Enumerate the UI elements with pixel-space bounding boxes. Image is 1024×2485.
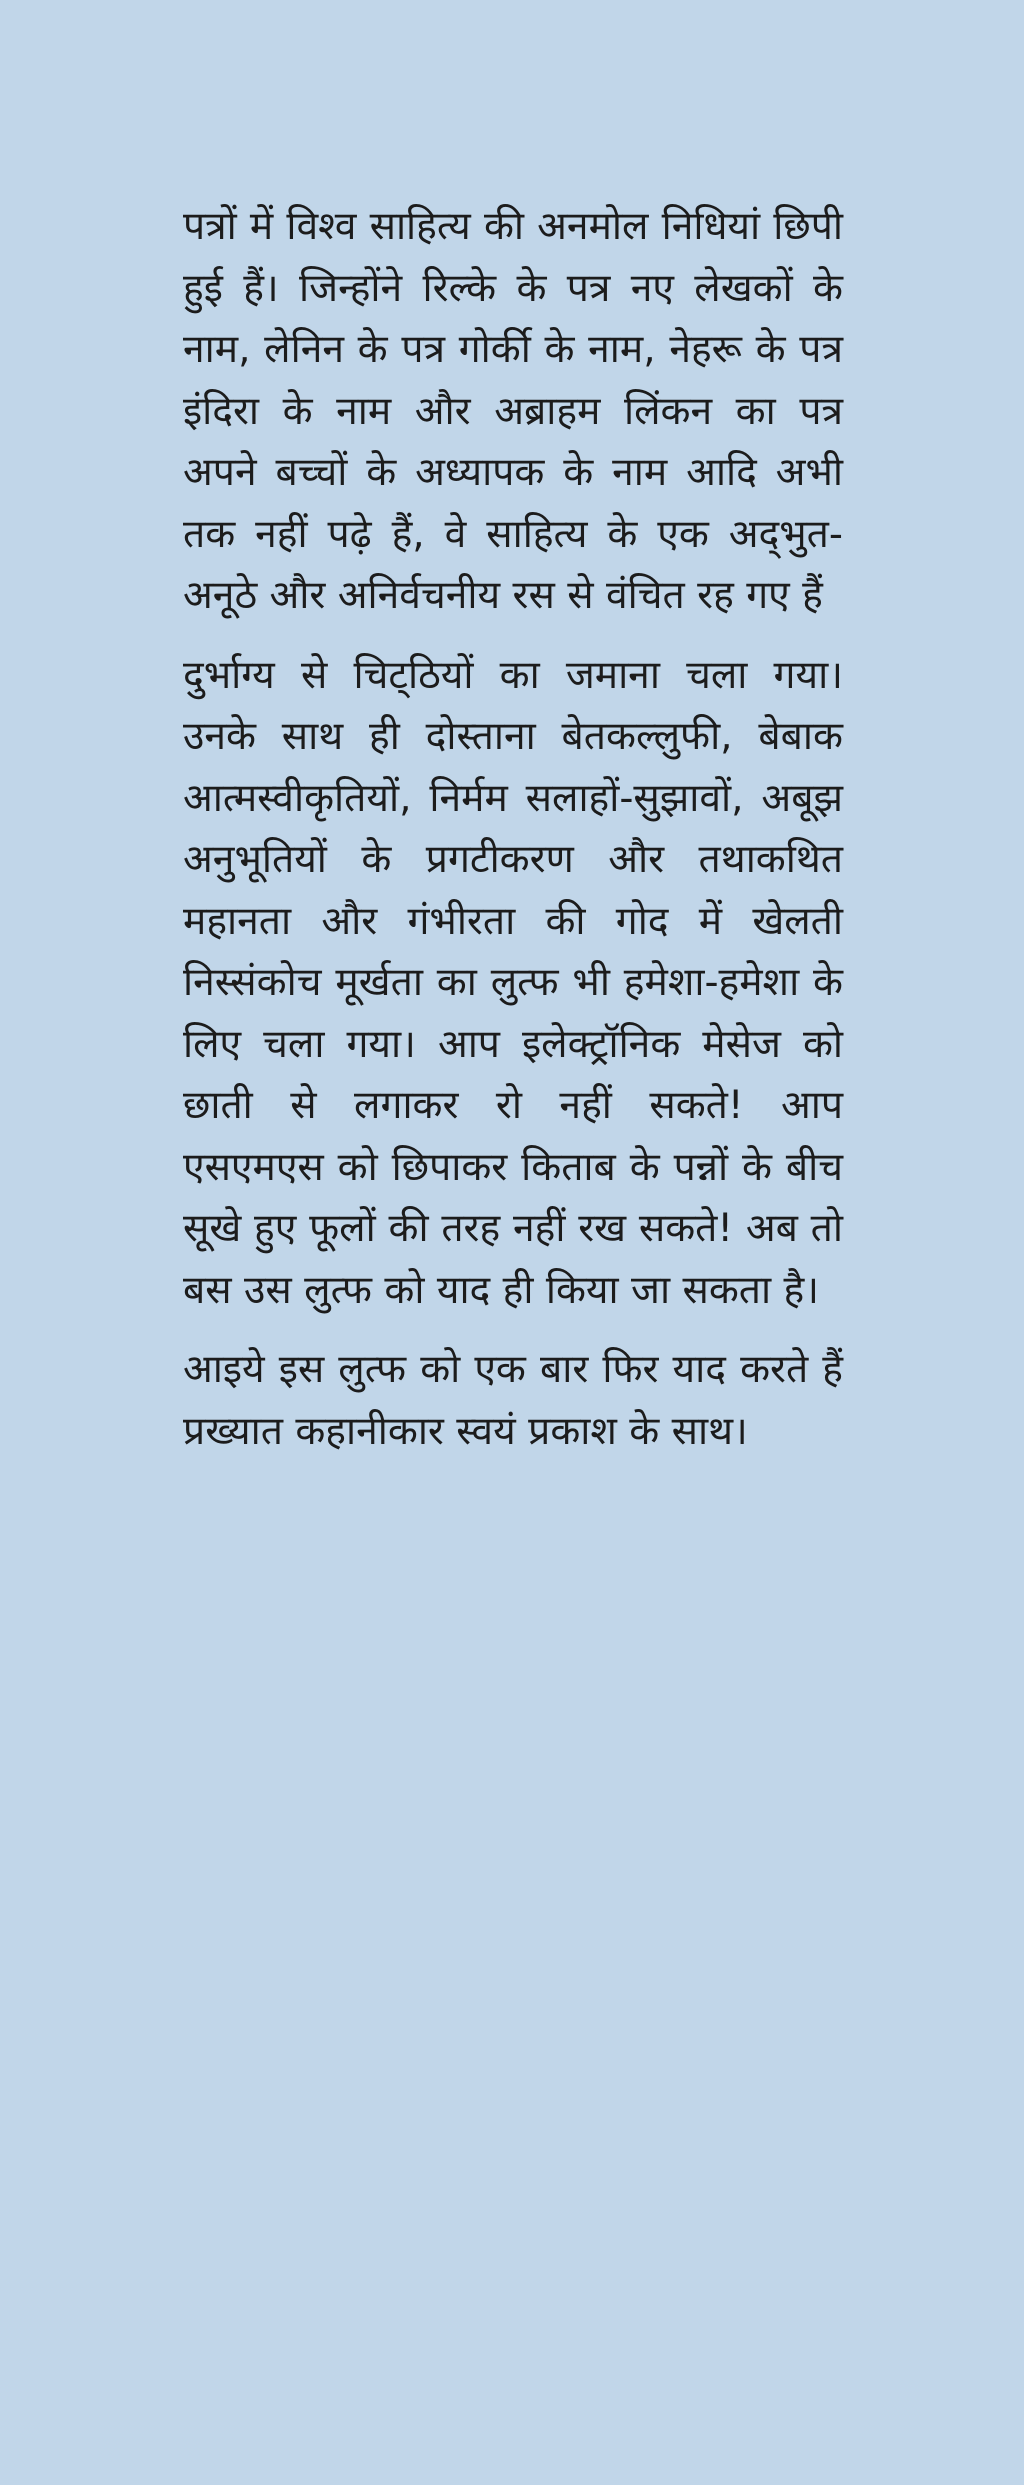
paragraph-2: दुर्भाग्य से चिट्‌ठियों का जमाना चला गया। उनके साथ ही दोस्ताना बेतकल्लुफी, बेबाक आत्मस्वीकृतियों, निर्मम सलाहों-सुझावों, अबूझ अनुभूतियों के प्रगटीकरण और तथाकथित महानता और गंभीरता की गोद में खेलती निस्संकोच मूर्खता का लुत्फ भी हमेशा-हमेशा के लिए चला गया। आप इलेक्ट्रॉनिक मेसेज को छाती से लगाकर रो नहीं सकते! आप एसएमएस को छिपाकर किताब के पन्नों के बीच सूखे हुए फूलों की तरह नहीं रख सकते! अब तो बस उस लुत्फ को याद ही किया जा सकता है। bbox=[183, 652, 843, 1313]
paragraph-3: आइये इस लुत्फ को एक बार फिर याद करते हैं प्रख्यात कहानीकार स्वयं प्रकाश के साथ। bbox=[183, 1347, 843, 1454]
text-block bbox=[183, 196, 843, 1480]
paragraph-1: पत्रों में विश्व साहित्य की अनमोल निधियां छिपी हुई हैं। जिन्होंने रिल्के के पत्र नए लेखकों के नाम, लेनिन के पत्र गोर्की के नाम, नेहरू के पत्र इंदिरा के नाम और अब्राहम लिंकन का पत्र अपने बच्चों के अध्यापक के नाम आदि अभी तक नहीं पढ़े हैं, वे साहित्य के एक अद्‌भुत-अनूठे और अनिर्वचनीय रस से वंचित रह गए हैं bbox=[183, 204, 843, 618]
